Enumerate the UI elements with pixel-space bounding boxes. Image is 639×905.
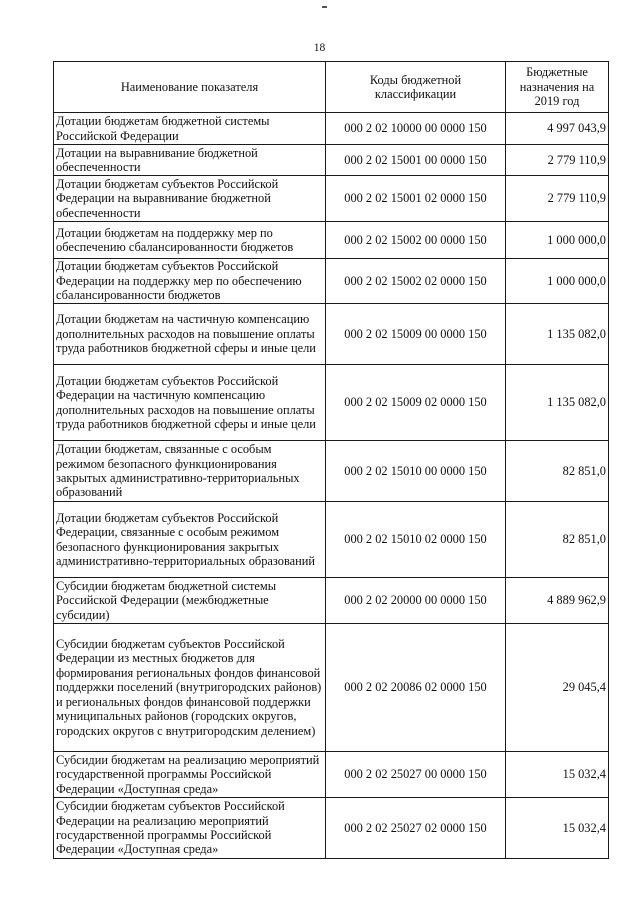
- row-amount: 1 000 000,0: [506, 259, 609, 304]
- row-code: 000 2 02 15001 00 0000 150: [326, 145, 506, 176]
- row-name: Дотации бюджетам, связанные с особым режимом безопасного функционирования закрытых административно-территориальных образований: [54, 441, 326, 502]
- row-amount: 1 135 082,0: [506, 365, 609, 441]
- row-amount: 29 045,4: [506, 624, 609, 752]
- row-amount: 1 000 000,0: [506, 222, 609, 259]
- row-code: 000 2 02 20086 02 0000 150: [326, 624, 506, 752]
- table-header-row: [54, 62, 609, 113]
- row-amount: 4 997 043,9: [506, 113, 609, 145]
- row-code: 000 2 02 15001 02 0000 150: [326, 176, 506, 222]
- row-amount: 4 889 962,9: [506, 578, 609, 624]
- table-row: [54, 113, 609, 145]
- row-name: Дотации бюджетам бюджетной системы Российской Федерации: [54, 113, 326, 145]
- row-code: 000 2 02 20000 00 0000 150: [326, 578, 506, 624]
- row-code: 000 2 02 10000 00 0000 150: [326, 113, 506, 145]
- table-row: [54, 502, 609, 578]
- header-name: Наименование показателя: [54, 62, 326, 113]
- table-row: [54, 578, 609, 624]
- row-name: Дотации бюджетам субъектов Российской Федерации на частичную компенсацию дополнительных расходов на повышение оплаты труда работников бюджетной сферы и иные цели: [54, 365, 326, 441]
- table-row: [54, 365, 609, 441]
- row-code: 000 2 02 25027 02 0000 150: [326, 798, 506, 859]
- table-row: [54, 145, 609, 176]
- row-name: Дотации бюджетам субъектов Российской Федерации, связанные с особым режимом безопасного функционирования закрытых административно-территориальных образований: [54, 502, 326, 578]
- header-amount: Бюджетные назначения на 2019 год: [506, 62, 609, 113]
- row-code: 000 2 02 15010 00 0000 150: [326, 441, 506, 502]
- row-code: 000 2 02 15002 00 0000 150: [326, 222, 506, 259]
- row-amount: 1 135 082,0: [506, 304, 609, 365]
- row-amount: 2 779 110,9: [506, 145, 609, 176]
- scan-mark: [322, 6, 327, 8]
- table-row: [54, 304, 609, 365]
- page-number: 18: [313, 42, 326, 54]
- row-amount: 15 032,4: [506, 798, 609, 859]
- table-row: [54, 441, 609, 502]
- row-code: 000 2 02 15009 00 0000 150: [326, 304, 506, 365]
- row-amount: 15 032,4: [506, 752, 609, 798]
- row-name: Дотации бюджетам на частичную компенсацию дополнительных расходов на повышение оплаты труда работников бюджетной сферы и иные цели: [54, 304, 326, 365]
- row-amount: 82 851,0: [506, 441, 609, 502]
- row-name: Субсидии бюджетам на реализацию мероприятий государственной программы Российской Федерации «Доступная среда»: [54, 752, 326, 798]
- table-row: [54, 752, 609, 798]
- row-amount: 82 851,0: [506, 502, 609, 578]
- header-code: Коды бюджетной классификации: [326, 62, 506, 113]
- table-row: [54, 176, 609, 222]
- row-code: 000 2 02 15009 02 0000 150: [326, 365, 506, 441]
- row-code: 000 2 02 25027 00 0000 150: [326, 752, 506, 798]
- table-row: [54, 798, 609, 859]
- table-row: [54, 624, 609, 752]
- row-name: Дотации бюджетам на поддержку мер по обеспечению сбалансированности бюджетов: [54, 222, 326, 259]
- row-name: Субсидии бюджетам субъектов Российской Федерации на реализацию мероприятий государственной программы Российской Федерации «Доступная среда»: [54, 798, 326, 859]
- row-name: Дотации бюджетам субъектов Российской Федерации на выравнивание бюджетной обеспеченности: [54, 176, 326, 222]
- row-code: 000 2 02 15002 02 0000 150: [326, 259, 506, 304]
- row-name: Субсидии бюджетам субъектов Российской Федерации из местных бюджетов для формирования региональных фондов финансовой поддержки поселений (внутригородских районов) и региональных фондов финансовой поддержки муниципальных районов (городских округов, городских округов с внутригородским делением): [54, 624, 326, 752]
- row-name: Субсидии бюджетам бюджетной системы Российской Федерации (межбюджетные субсидии): [54, 578, 326, 624]
- row-name: Дотации бюджетам субъектов Российской Федерации на поддержку мер по обеспечению сбалансированности бюджетов: [54, 259, 326, 304]
- row-code: 000 2 02 15010 02 0000 150: [326, 502, 506, 578]
- row-amount: 2 779 110,9: [506, 176, 609, 222]
- table-row: [54, 222, 609, 259]
- table-row: [54, 259, 609, 304]
- budget-table: [53, 61, 609, 859]
- row-name: Дотации на выравнивание бюджетной обеспеченности: [54, 145, 326, 176]
